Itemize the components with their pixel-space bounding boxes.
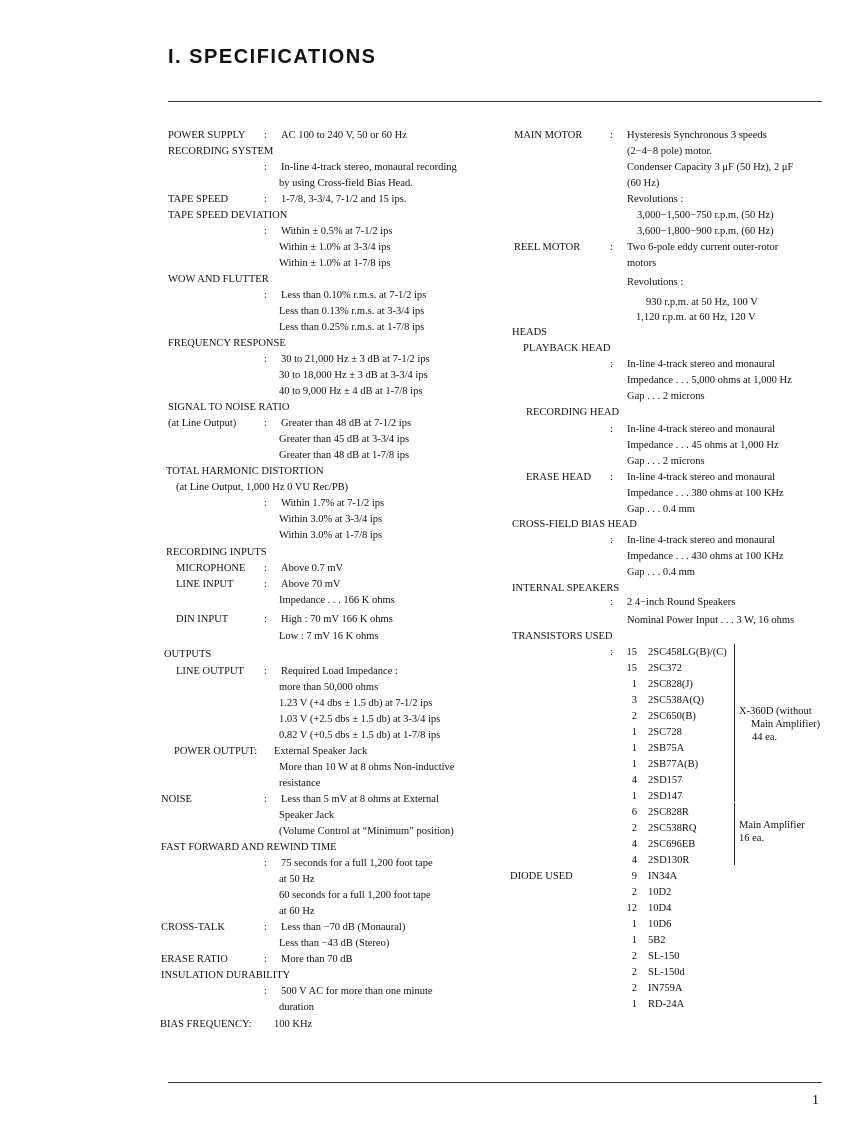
spec-value: 0.82 V (+0.5 dbs ± 1.5 db) at 1-7/8 ips bbox=[279, 730, 441, 741]
spec-value: 1,120 r.p.m. at 60 Hz, 120 V bbox=[636, 312, 756, 323]
spec-value: motors bbox=[627, 258, 657, 269]
spec-value: Gap . . . 2 microns bbox=[627, 391, 705, 402]
transistor-part-number: 2SD147 bbox=[648, 791, 683, 802]
spec-value: 3,000−1,500−750 r.p.m. (50 Hz) bbox=[637, 210, 774, 221]
diode-part-number: RD-24A bbox=[648, 999, 685, 1010]
spec-label: RECORDING HEAD bbox=[526, 407, 620, 418]
spec-value: Condenser Capacity 3 μF (50 Hz), 2 μF bbox=[627, 162, 794, 173]
spec-value: In-line 4-track stereo and monaural bbox=[627, 535, 776, 546]
spec-label: TRANSISTORS USED bbox=[512, 631, 613, 642]
diode-part-number: 10D2 bbox=[648, 887, 672, 898]
spec-label: PLAYBACK HEAD bbox=[523, 343, 611, 354]
transistor-part-number: 2SC828R bbox=[648, 807, 689, 818]
spec-value: In-line 4-track stereo and monaural bbox=[627, 359, 776, 370]
spec-value: Impedance . . . 166 K ohms bbox=[279, 595, 395, 606]
spec-label: FREQUENCY RESPONSE bbox=[168, 338, 286, 349]
spec-value: 1-7/8, 3-3/4, 7-1/2 and 15 ips. bbox=[281, 194, 407, 205]
spec-value: In-line 4-track stereo and monaural bbox=[627, 424, 776, 435]
spec-label: INTERNAL SPEAKERS bbox=[512, 583, 620, 594]
spec-colon: : bbox=[610, 597, 613, 608]
spec-colon: : bbox=[264, 858, 267, 869]
diode-part-number: 5B2 bbox=[648, 935, 666, 946]
diode-quantity: 1 bbox=[631, 935, 637, 946]
spec-value: 1.23 V (+4 dbs ± 1.5 db) at 7-1/2 ips bbox=[279, 698, 433, 709]
spec-label: RECORDING SYSTEM bbox=[168, 146, 274, 157]
spec-label: MAIN MOTOR bbox=[514, 130, 583, 141]
spec-colon: : bbox=[264, 579, 267, 590]
spec-value: at 50 Hz bbox=[279, 874, 315, 885]
diode-part-number: IN759A bbox=[648, 983, 683, 994]
spec-value: Above 70 mV bbox=[281, 579, 341, 590]
diode-quantity: 1 bbox=[631, 999, 637, 1010]
spec-label: TOTAL HARMONIC DISTORTION bbox=[166, 466, 324, 477]
top-rule bbox=[168, 101, 822, 102]
spec-label: NOISE bbox=[161, 794, 192, 805]
spec-label: LINE OUTPUT bbox=[176, 666, 244, 677]
diode-part-number: 10D4 bbox=[648, 903, 672, 914]
spec-label: TAPE SPEED bbox=[168, 194, 229, 205]
spec-label: (at Line Output) bbox=[168, 418, 237, 429]
spec-value: High : 70 mV 166 K ohms bbox=[281, 614, 393, 625]
spec-colon: : bbox=[264, 986, 267, 997]
spec-value: Hysteresis Synchronous 3 speeds bbox=[627, 130, 767, 141]
spec-value: In-line 4-track stereo, monaural recording bbox=[281, 162, 457, 173]
spec-label: SIGNAL TO NOISE RATIO bbox=[168, 402, 290, 413]
transistor-part-number: 2SC828(J) bbox=[648, 679, 693, 690]
spec-value: Impedance . . . 45 ohms at 1,000 Hz bbox=[627, 440, 779, 451]
spec-value: Within ± 1.0% at 1-7/8 ips bbox=[279, 258, 391, 269]
spec-label: MICROPHONE bbox=[176, 563, 246, 574]
spec-label: (at Line Output, 1,000 Hz 0 VU Rec/PB) bbox=[176, 482, 349, 493]
transistor-part-number: 2SB75A bbox=[648, 743, 685, 754]
group-note: 16 ea. bbox=[739, 833, 765, 844]
spec-value: In-line 4-track stereo and monaural bbox=[627, 472, 776, 483]
spec-value: AC 100 to 240 V, 50 or 60 Hz bbox=[281, 130, 407, 141]
spec-colon: : bbox=[610, 424, 613, 435]
group-note: X-360D (without bbox=[739, 706, 812, 717]
spec-value: Low : 7 mV 16 K ohms bbox=[279, 631, 379, 642]
spec-colon: : bbox=[264, 794, 267, 805]
spec-value: Nominal Power Input . . . 3 W, 16 ohms bbox=[627, 615, 795, 626]
spec-colon: : bbox=[264, 922, 267, 933]
spec-colon: : bbox=[264, 954, 267, 965]
transistor-quantity: 1 bbox=[631, 743, 637, 754]
diode-quantity: 2 bbox=[631, 887, 637, 898]
transistor-quantity: 15 bbox=[626, 663, 637, 674]
diode-quantity: 1 bbox=[631, 919, 637, 930]
spec-value: 30 to 18,000 Hz ± 3 dB at 3-3/4 ips bbox=[279, 370, 428, 381]
transistor-quantity: 4 bbox=[631, 855, 637, 866]
spec-label: ERASE HEAD bbox=[526, 472, 592, 483]
x360d-group-brace bbox=[730, 644, 735, 802]
transistor-quantity: 15 bbox=[626, 647, 637, 658]
spec-label: DIODE USED bbox=[510, 871, 573, 882]
spec-value: 3,600−1,800−900 r.p.m. (60 Hz) bbox=[637, 226, 774, 237]
page-title: I. SPECIFICATIONS bbox=[168, 46, 377, 68]
spec-value: More than 10 W at 8 ohms Non-inductive bbox=[279, 762, 455, 773]
spec-label: ERASE RATIO bbox=[161, 954, 228, 965]
group-note: Main Amplifier bbox=[739, 820, 805, 831]
transistor-part-number: 2SC696EB bbox=[648, 839, 696, 850]
spec-value: Impedance . . . 380 ohms at 100 KHz bbox=[627, 488, 784, 499]
spec-value: more than 50,000 ohms bbox=[279, 682, 379, 693]
spec-value: Within ± 0.5% at 7-1/2 ips bbox=[281, 226, 393, 237]
spec-colon: : bbox=[610, 647, 613, 658]
transistor-quantity: 2 bbox=[631, 711, 637, 722]
spec-value: Less than −43 dB (Stereo) bbox=[279, 938, 390, 949]
diode-quantity: 2 bbox=[631, 967, 637, 978]
spec-value: Speaker Jack bbox=[279, 810, 335, 821]
spec-colon: : bbox=[264, 498, 267, 509]
spec-label: TAPE SPEED DEVIATION bbox=[168, 210, 288, 221]
spec-value: Less than −70 dB (Monaural) bbox=[281, 922, 406, 933]
transistor-quantity: 1 bbox=[631, 727, 637, 738]
spec-colon: : bbox=[264, 290, 267, 301]
spec-colon: : bbox=[610, 535, 613, 546]
transistor-quantity: 3 bbox=[631, 695, 637, 706]
transistor-quantity: 4 bbox=[631, 775, 637, 786]
spec-value: 60 seconds for a full 1,200 foot tape bbox=[279, 890, 431, 901]
spec-value: Impedance . . . 5,000 ohms at 1,000 Hz bbox=[627, 375, 792, 386]
spec-label: WOW AND FLUTTER bbox=[168, 274, 269, 285]
transistor-part-number: 2SC538A(Q) bbox=[648, 695, 705, 706]
spec-value: (60 Hz) bbox=[627, 178, 660, 189]
transistor-part-number: 2SD157 bbox=[648, 775, 683, 786]
transistor-quantity: 4 bbox=[631, 839, 637, 850]
spec-colon: : bbox=[264, 418, 267, 429]
spec-colon: : bbox=[264, 194, 267, 205]
spec-label: FAST FORWARD AND REWIND TIME bbox=[161, 842, 337, 853]
transistor-quantity: 6 bbox=[631, 807, 637, 818]
spec-value: Less than 0.13% r.m.s. at 3-3/4 ips bbox=[279, 306, 425, 317]
spec-label: BIAS FREQUENCY: bbox=[160, 1019, 252, 1030]
spec-colon: : bbox=[264, 130, 267, 141]
diode-part-number: SL-150d bbox=[648, 967, 685, 978]
spec-value: Greater than 48 dB at 7-1/2 ips bbox=[281, 418, 412, 429]
spec-label: INSULATION DURABILITY bbox=[161, 970, 291, 981]
spec-value: (2−4−8 pole) motor. bbox=[627, 146, 713, 157]
spec-label: HEADS bbox=[512, 327, 548, 338]
transistor-quantity: 2 bbox=[631, 823, 637, 834]
spec-label: CROSS-FIELD BIAS HEAD bbox=[512, 519, 637, 530]
transistor-part-number: 2SC372 bbox=[648, 663, 682, 674]
spec-colon: : bbox=[264, 563, 267, 574]
transistor-part-number: 2SC650(B) bbox=[648, 711, 696, 722]
spec-colon: : bbox=[610, 242, 613, 253]
spec-value: 500 V AC for more than one minute bbox=[281, 986, 433, 997]
spec-value: Within 1.7% at 7-1/2 ips bbox=[281, 498, 385, 509]
spec-value: Gap . . . 2 microns bbox=[627, 456, 705, 467]
spec-label: DIN INPUT bbox=[176, 614, 229, 625]
spec-value: resistance bbox=[279, 778, 321, 789]
spec-value: Greater than 45 dB at 3-3/4 ips bbox=[279, 434, 410, 445]
diode-part-number: SL-150 bbox=[648, 951, 680, 962]
diode-quantity: 2 bbox=[631, 951, 637, 962]
spec-value: 40 to 9,000 Hz ± 4 dB at 1-7/8 ips bbox=[279, 386, 423, 397]
spec-value: 30 to 21,000 Hz ± 3 dB at 7-1/2 ips bbox=[281, 354, 430, 365]
bottom-rule bbox=[168, 1082, 822, 1083]
diode-quantity: 2 bbox=[631, 983, 637, 994]
diode-part-number: 10D6 bbox=[648, 919, 672, 930]
page-number: 1 bbox=[812, 1093, 819, 1108]
diode-quantity: 12 bbox=[626, 903, 637, 914]
spec-value: Less than 5 mV at 8 ohms at External bbox=[281, 794, 439, 805]
transistor-quantity: 1 bbox=[631, 759, 637, 770]
spec-value: 100 KHz bbox=[274, 1019, 313, 1030]
spec-value: 1.03 V (+2.5 dbs ± 1.5 db) at 3-3/4 ips bbox=[279, 714, 441, 725]
spec-colon: : bbox=[264, 614, 267, 625]
transistor-quantity: 1 bbox=[631, 791, 637, 802]
spec-colon: : bbox=[610, 130, 613, 141]
spec-label: POWER SUPPLY bbox=[168, 130, 246, 141]
spec-value: Two 6-pole eddy current outer-rotor bbox=[627, 242, 779, 253]
transistor-part-number: 2SC538RQ bbox=[648, 823, 697, 834]
diode-part-number: IN34A bbox=[648, 871, 678, 882]
spec-value: 930 r.p.m. at 50 Hz, 100 V bbox=[646, 297, 758, 308]
transistor-part-number: 2SB77A(B) bbox=[648, 759, 699, 770]
spec-colon: : bbox=[264, 354, 267, 365]
spec-value: Revolutions : bbox=[627, 194, 684, 205]
spec-label: LINE INPUT bbox=[176, 579, 234, 590]
spec-value: More than 70 dB bbox=[281, 954, 353, 965]
spec-colon: : bbox=[610, 359, 613, 370]
main-amplifier-group-brace bbox=[730, 803, 735, 865]
transistor-part-number: 2SD130R bbox=[648, 855, 690, 866]
spec-value: 75 seconds for a full 1,200 foot tape bbox=[281, 858, 433, 869]
spec-value: (Volume Control at “Minimum” position) bbox=[279, 826, 454, 837]
spec-label: CROSS-TALK bbox=[161, 922, 225, 933]
spec-label: RECORDING INPUTS bbox=[166, 547, 267, 558]
spec-colon: : bbox=[610, 472, 613, 483]
spec-value: Revolutions : bbox=[627, 277, 684, 288]
spec-value: at 60 Hz bbox=[279, 906, 315, 917]
spec-value: Less than 0.25% r.m.s. at 1-7/8 ips bbox=[279, 322, 425, 333]
transistor-part-number: 2SC728 bbox=[648, 727, 682, 738]
group-note: Main Amplifier) bbox=[751, 719, 821, 730]
spec-value: 2 4−inch Round Speakers bbox=[627, 597, 736, 608]
spec-colon: : bbox=[264, 666, 267, 677]
spec-value: Within 3.0% at 3-3/4 ips bbox=[279, 514, 383, 525]
spec-value: Greater than 48 dB at 1-7/8 ips bbox=[279, 450, 410, 461]
spec-value: Above 0.7 mV bbox=[281, 563, 344, 574]
spec-label: POWER OUTPUT: bbox=[174, 746, 258, 757]
spec-value: Gap . . . 0.4 mm bbox=[627, 504, 695, 515]
transistor-quantity: 1 bbox=[631, 679, 637, 690]
spec-value: Within 3.0% at 1-7/8 ips bbox=[279, 530, 383, 541]
spec-colon: : bbox=[264, 226, 267, 237]
spec-value: by using Cross-field Bias Head. bbox=[279, 178, 413, 189]
spec-value: duration bbox=[279, 1002, 314, 1013]
spec-label: OUTPUTS bbox=[164, 649, 212, 660]
spec-value: Required Load Impedance : bbox=[281, 666, 398, 677]
spec-colon: : bbox=[264, 162, 267, 173]
transistor-part-number: 2SC458LG(B)/(C) bbox=[648, 647, 727, 658]
spec-value: Within ± 1.0% at 3-3/4 ips bbox=[279, 242, 391, 253]
spec-value: Impedance . . . 430 ohms at 100 KHz bbox=[627, 551, 784, 562]
spec-value: Gap . . . 0.4 mm bbox=[627, 567, 695, 578]
diode-quantity: 9 bbox=[631, 871, 637, 882]
spec-value: Less than 0.10% r.m.s. at 7-1/2 ips bbox=[281, 290, 427, 301]
spec-label: REEL MOTOR bbox=[514, 242, 581, 253]
group-note: 44 ea. bbox=[752, 732, 778, 743]
spec-value: External Speaker Jack bbox=[274, 746, 368, 757]
